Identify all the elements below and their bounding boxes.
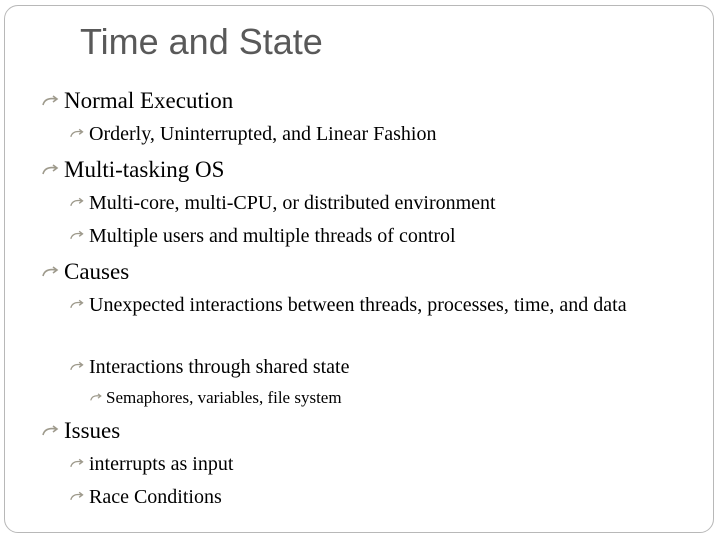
bullet-text: Interactions through shared state bbox=[89, 356, 350, 378]
bullet-causes bbox=[64, 258, 129, 286]
bullet-text: Race Conditions bbox=[89, 486, 222, 508]
bullet-semaphores bbox=[106, 387, 342, 409]
bullet-multicore bbox=[89, 190, 496, 217]
bullet-unexpected bbox=[89, 292, 669, 319]
bullet-text: interrupts as input bbox=[89, 453, 234, 475]
bullet-arrow-icon bbox=[70, 128, 85, 139]
bullet-arrow-icon bbox=[70, 299, 85, 310]
slide-title: Time and State bbox=[80, 21, 323, 62]
bullet-arrow-icon bbox=[42, 425, 60, 437]
bullet-text: Unexpected interactions between threads, processes, time, and data bbox=[89, 294, 627, 316]
bullet-text: Multiple users and multiple threads of control bbox=[89, 225, 456, 247]
bullet-multiple-users bbox=[89, 223, 456, 250]
bullet-text: Issues bbox=[64, 418, 121, 443]
bullet-arrow-icon bbox=[70, 491, 85, 502]
bullet-text: Orderly, Uninterrupted, and Linear Fashion bbox=[89, 123, 437, 145]
bullet-text: Multi-core, multi-CPU, or distributed environment bbox=[89, 192, 496, 214]
bullet-arrow-icon bbox=[70, 230, 85, 241]
bullet-multitasking bbox=[64, 156, 224, 184]
bullet-arrow-icon bbox=[70, 197, 85, 208]
bullet-race-conditions bbox=[89, 484, 222, 511]
bullet-arrow-icon bbox=[70, 361, 85, 372]
bullet-normal-execution bbox=[64, 87, 233, 115]
bullet-interactions bbox=[89, 354, 349, 381]
bullet-orderly bbox=[89, 121, 437, 148]
bullet-text: Normal Execution bbox=[64, 88, 234, 113]
bullet-text: Causes bbox=[64, 259, 130, 284]
bullet-interrupts bbox=[89, 451, 233, 478]
bullet-arrow-icon bbox=[42, 164, 60, 176]
bullet-arrow-icon bbox=[70, 458, 85, 469]
bullet-arrow-icon bbox=[90, 393, 103, 402]
bullet-arrow-icon bbox=[42, 95, 60, 107]
bullet-arrow-icon bbox=[42, 266, 60, 278]
bullet-text: Semaphores, variables, file system bbox=[106, 388, 342, 407]
bullet-text: Multi-tasking OS bbox=[64, 157, 225, 182]
bullet-issues bbox=[64, 417, 120, 445]
